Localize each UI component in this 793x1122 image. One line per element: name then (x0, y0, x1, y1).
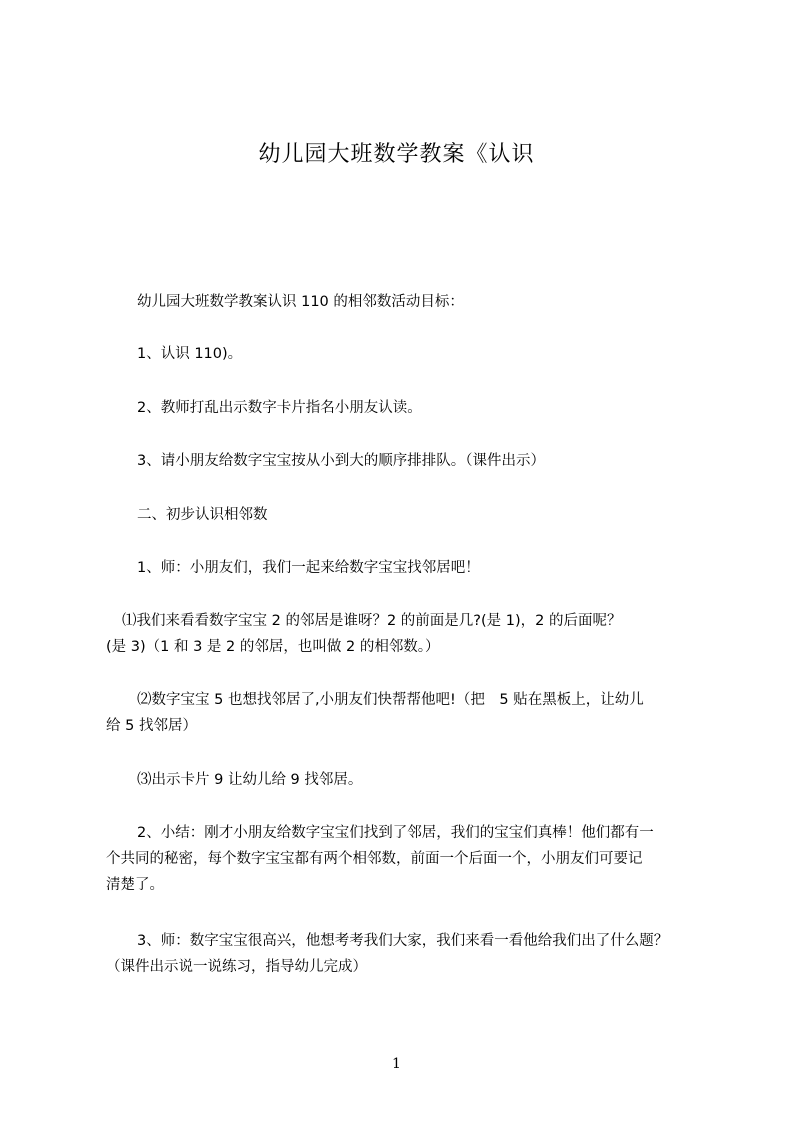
paragraph-sub-2 (106, 687, 706, 739)
paragraph-line: 2、小结：刚才小朋友给数字宝宝们找到了邻居，我们的宝宝们真棒！他们都有一 (137, 825, 654, 841)
paragraph-line: (是 3)（1 和 3 是 2 的邻居，也叫做 2 的相邻数。） (106, 639, 440, 655)
paragraph-item-2 (106, 395, 706, 421)
paragraph-line: 3、师：数字宝宝很高兴，他想考考我们大家，我们来看一看他给我们出了什么题？ (137, 933, 669, 949)
paragraph-line: 2、教师打乱出示数字卡片指名小朋友认读。 (137, 400, 422, 416)
paragraph-line: 3、请小朋友给数字宝宝按从小到大的顺序排排队。（课件出示） (137, 453, 545, 469)
paragraph-teacher-3 (106, 928, 706, 980)
paragraph-teacher-1 (106, 555, 706, 581)
paragraph-sub-1 (106, 608, 706, 660)
paragraph-line: ⑴我们来看看数字宝宝 2 的邻居是谁呀？2 的前面是几?(是 1)，2 的后面呢？ (122, 613, 622, 629)
page-number: 1 (392, 1056, 401, 1072)
paragraph-line: 1、认识 110)。 (137, 346, 243, 362)
paragraph-objectives (106, 289, 706, 315)
paragraph-line: 个共同的秘密，每个数字宝宝都有两个相邻数，前面一个后面一个，小朋友们可要记 (106, 851, 643, 867)
paragraph-line: 给 5 找邻居） (106, 718, 197, 734)
paragraph-line: 幼儿园大班数学教案认识 110 的相邻数活动目标： (137, 294, 464, 310)
document-title: 幼儿园大班数学教案《认识 (258, 142, 535, 167)
paragraph-line: （课件出示说一说练习，指导幼儿完成） (106, 959, 367, 975)
paragraph-line: 清楚了。 (106, 877, 164, 893)
paragraph-item-1 (106, 341, 706, 367)
paragraph-summary (106, 820, 706, 898)
section-heading-2 (106, 502, 706, 528)
paragraph-line: 二、初步认识相邻数 (137, 507, 268, 523)
paragraph-line: ⑵数字宝宝 5 也想找邻居了,小朋友们快帮帮他吧!（把 5 贴在黑板上，让幼儿 (137, 692, 644, 708)
paragraph-sub-3 (106, 767, 706, 793)
paragraph-item-3 (106, 448, 706, 474)
paragraph-line: ⑶出示卡片 9 让幼儿给 9 找邻居。 (137, 772, 363, 788)
paragraph-line: 1、师：小朋友们，我们一起来给数字宝宝找邻居吧！ (137, 560, 480, 576)
